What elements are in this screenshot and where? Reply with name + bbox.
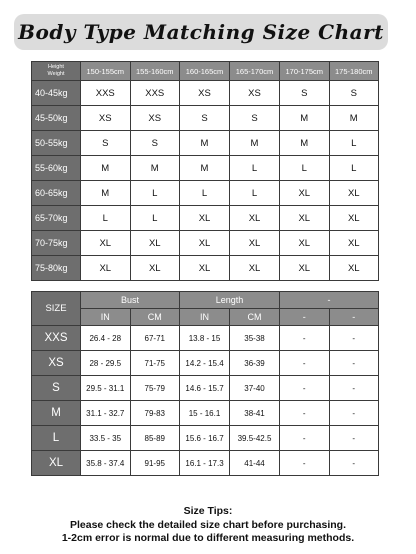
title-banner: [14, 14, 388, 50]
size-cell: S: [81, 131, 131, 156]
size-cell: M: [230, 131, 280, 156]
measure-cell: -: [280, 376, 330, 401]
blank-group-header: -: [280, 292, 379, 309]
tips-line-1: Please check the detailed size chart before purchasing.: [69, 518, 347, 531]
weight-label: 45-50kg: [32, 106, 81, 131]
size-cell: S: [329, 81, 379, 106]
page-title: Body Type Matching Size Chart: [18, 20, 384, 44]
measure-cell: 79-83: [130, 401, 180, 426]
table-row: [32, 106, 379, 131]
size-cell: L: [130, 181, 180, 206]
size-cell: XXS: [81, 81, 131, 106]
size-cell: XL: [329, 231, 379, 256]
size-cell: L: [130, 206, 180, 231]
measure-cell: 15 - 16.1: [180, 401, 230, 426]
table-row: [32, 326, 379, 351]
measure-cell: -: [329, 326, 379, 351]
weight-label: 40-45kg: [32, 81, 81, 106]
unit-header: -: [280, 309, 330, 326]
weight-label: 75-80kg: [32, 256, 81, 281]
height-header: 150-155cm: [81, 62, 131, 81]
size-cell: XS: [230, 81, 280, 106]
measure-cell: 26.4 - 28: [81, 326, 131, 351]
measure-cell: -: [329, 401, 379, 426]
measure-cell: -: [280, 451, 330, 476]
measure-cell: 15.6 - 16.7: [180, 426, 230, 451]
measure-cell: 67-71: [130, 326, 180, 351]
measure-cell: 14.2 - 15.4: [180, 351, 230, 376]
measurement-table: [31, 291, 379, 476]
size-cell: M: [329, 106, 379, 131]
measure-cell: 13.8 - 15: [180, 326, 230, 351]
measure-cell: 28 - 29.5: [81, 351, 131, 376]
size-cell: XL: [329, 206, 379, 231]
unit-header: IN: [81, 309, 131, 326]
measure-cell: 33.5 - 35: [81, 426, 131, 451]
measure-cell: -: [329, 426, 379, 451]
size-cell: M: [180, 131, 230, 156]
measure-cell: 39.5-42.5: [230, 426, 280, 451]
size-cell: XL: [280, 256, 330, 281]
measure-cell: 35.8 - 37.4: [81, 451, 131, 476]
size-cell: XL: [180, 206, 230, 231]
size-cell: XL: [180, 231, 230, 256]
corner-header: [32, 62, 81, 81]
table-row: [32, 351, 379, 376]
size-label: XS: [32, 351, 81, 376]
corner-weight-label: Weight: [47, 71, 65, 77]
measure-cell: 35-38: [230, 326, 280, 351]
measure-cell: 41-44: [230, 451, 280, 476]
measure-cell: 91-95: [130, 451, 180, 476]
size-label: S: [32, 376, 81, 401]
height-header: 170-175cm: [280, 62, 330, 81]
size-cell: M: [280, 106, 330, 131]
size-cell: XS: [81, 106, 131, 131]
size-cell: XS: [180, 81, 230, 106]
measure-cell: 16.1 - 17.3: [180, 451, 230, 476]
measure-cell: 31.1 - 32.7: [81, 401, 131, 426]
size-cell: XXS: [130, 81, 180, 106]
size-label: XXS: [32, 326, 81, 351]
weight-label: 55-60kg: [32, 156, 81, 181]
measure-cell: -: [280, 401, 330, 426]
tips-line-2: 1-2cm error is normal due to different measuring methods.: [61, 532, 355, 544]
measure-cell: -: [280, 326, 330, 351]
table-row: [32, 81, 379, 106]
size-cell: L: [230, 156, 280, 181]
size-cell: M: [130, 156, 180, 181]
size-cell: L: [329, 131, 379, 156]
size-header: SIZE: [32, 292, 81, 326]
bust-header: Bust: [81, 292, 180, 309]
unit-header: -: [329, 309, 379, 326]
measure-cell: -: [280, 426, 330, 451]
table-row: [32, 156, 379, 181]
height-header: 175-180cm: [329, 62, 379, 81]
table-row: [32, 376, 379, 401]
unit-header: IN: [180, 309, 230, 326]
height-header: 160-165cm: [180, 62, 230, 81]
measure-cell: 71-75: [130, 351, 180, 376]
size-cell: XL: [230, 231, 280, 256]
corner-height-label: Height: [48, 64, 64, 70]
size-cell: L: [180, 181, 230, 206]
size-cell: XL: [81, 231, 131, 256]
size-cell: M: [180, 156, 230, 181]
weight-label: 70-75kg: [32, 231, 81, 256]
unit-header: CM: [230, 309, 280, 326]
table-row: [32, 426, 379, 451]
measure-cell: -: [329, 451, 379, 476]
size-cell: XL: [230, 206, 280, 231]
size-cell: XL: [329, 256, 379, 281]
size-cell: XL: [81, 256, 131, 281]
height-header: 155-160cm: [130, 62, 180, 81]
table-row: [32, 181, 379, 206]
size-cell: S: [280, 81, 330, 106]
measure-cell: 75-79: [130, 376, 180, 401]
size-cell: L: [230, 181, 280, 206]
size-cell: S: [130, 131, 180, 156]
measure-cell: 14.6 - 15.7: [180, 376, 230, 401]
size-label: XL: [32, 451, 81, 476]
table-row: [32, 451, 379, 476]
size-cell: L: [81, 206, 131, 231]
size-cell: S: [180, 106, 230, 131]
weight-label: 60-65kg: [32, 181, 81, 206]
size-cell: XL: [180, 256, 230, 281]
size-tips: [0, 505, 416, 546]
weight-label: 50-55kg: [32, 131, 81, 156]
unit-header: CM: [130, 309, 180, 326]
size-cell: L: [329, 156, 379, 181]
size-cell: M: [81, 181, 131, 206]
table-row: [32, 401, 379, 426]
size-label: L: [32, 426, 81, 451]
measure-cell: 36-39: [230, 351, 280, 376]
tips-heading: Size Tips:: [183, 505, 233, 517]
measure-cell: 85-89: [130, 426, 180, 451]
measure-cell: 29.5 - 31.1: [81, 376, 131, 401]
table-row: [32, 231, 379, 256]
measure-cell: -: [280, 351, 330, 376]
size-cell: S: [230, 106, 280, 131]
size-cell: XL: [280, 231, 330, 256]
size-cell: XL: [130, 231, 180, 256]
measure-cell: -: [329, 351, 379, 376]
size-cell: XL: [280, 206, 330, 231]
body-type-table: [31, 61, 379, 281]
size-cell: M: [81, 156, 131, 181]
height-header: 165-170cm: [230, 62, 280, 81]
size-cell: XL: [130, 256, 180, 281]
size-label: M: [32, 401, 81, 426]
measure-cell: -: [329, 376, 379, 401]
size-cell: L: [280, 156, 330, 181]
size-cell: XL: [280, 181, 330, 206]
measure-cell: 37-40: [230, 376, 280, 401]
size-cell: XL: [329, 181, 379, 206]
size-cell: XL: [230, 256, 280, 281]
length-header: Length: [180, 292, 280, 309]
table-row: [32, 131, 379, 156]
weight-label: 65-70kg: [32, 206, 81, 231]
size-cell: M: [280, 131, 330, 156]
size-cell: XS: [130, 106, 180, 131]
table-row: [32, 206, 379, 231]
table-row: [32, 256, 379, 281]
measure-cell: 38-41: [230, 401, 280, 426]
